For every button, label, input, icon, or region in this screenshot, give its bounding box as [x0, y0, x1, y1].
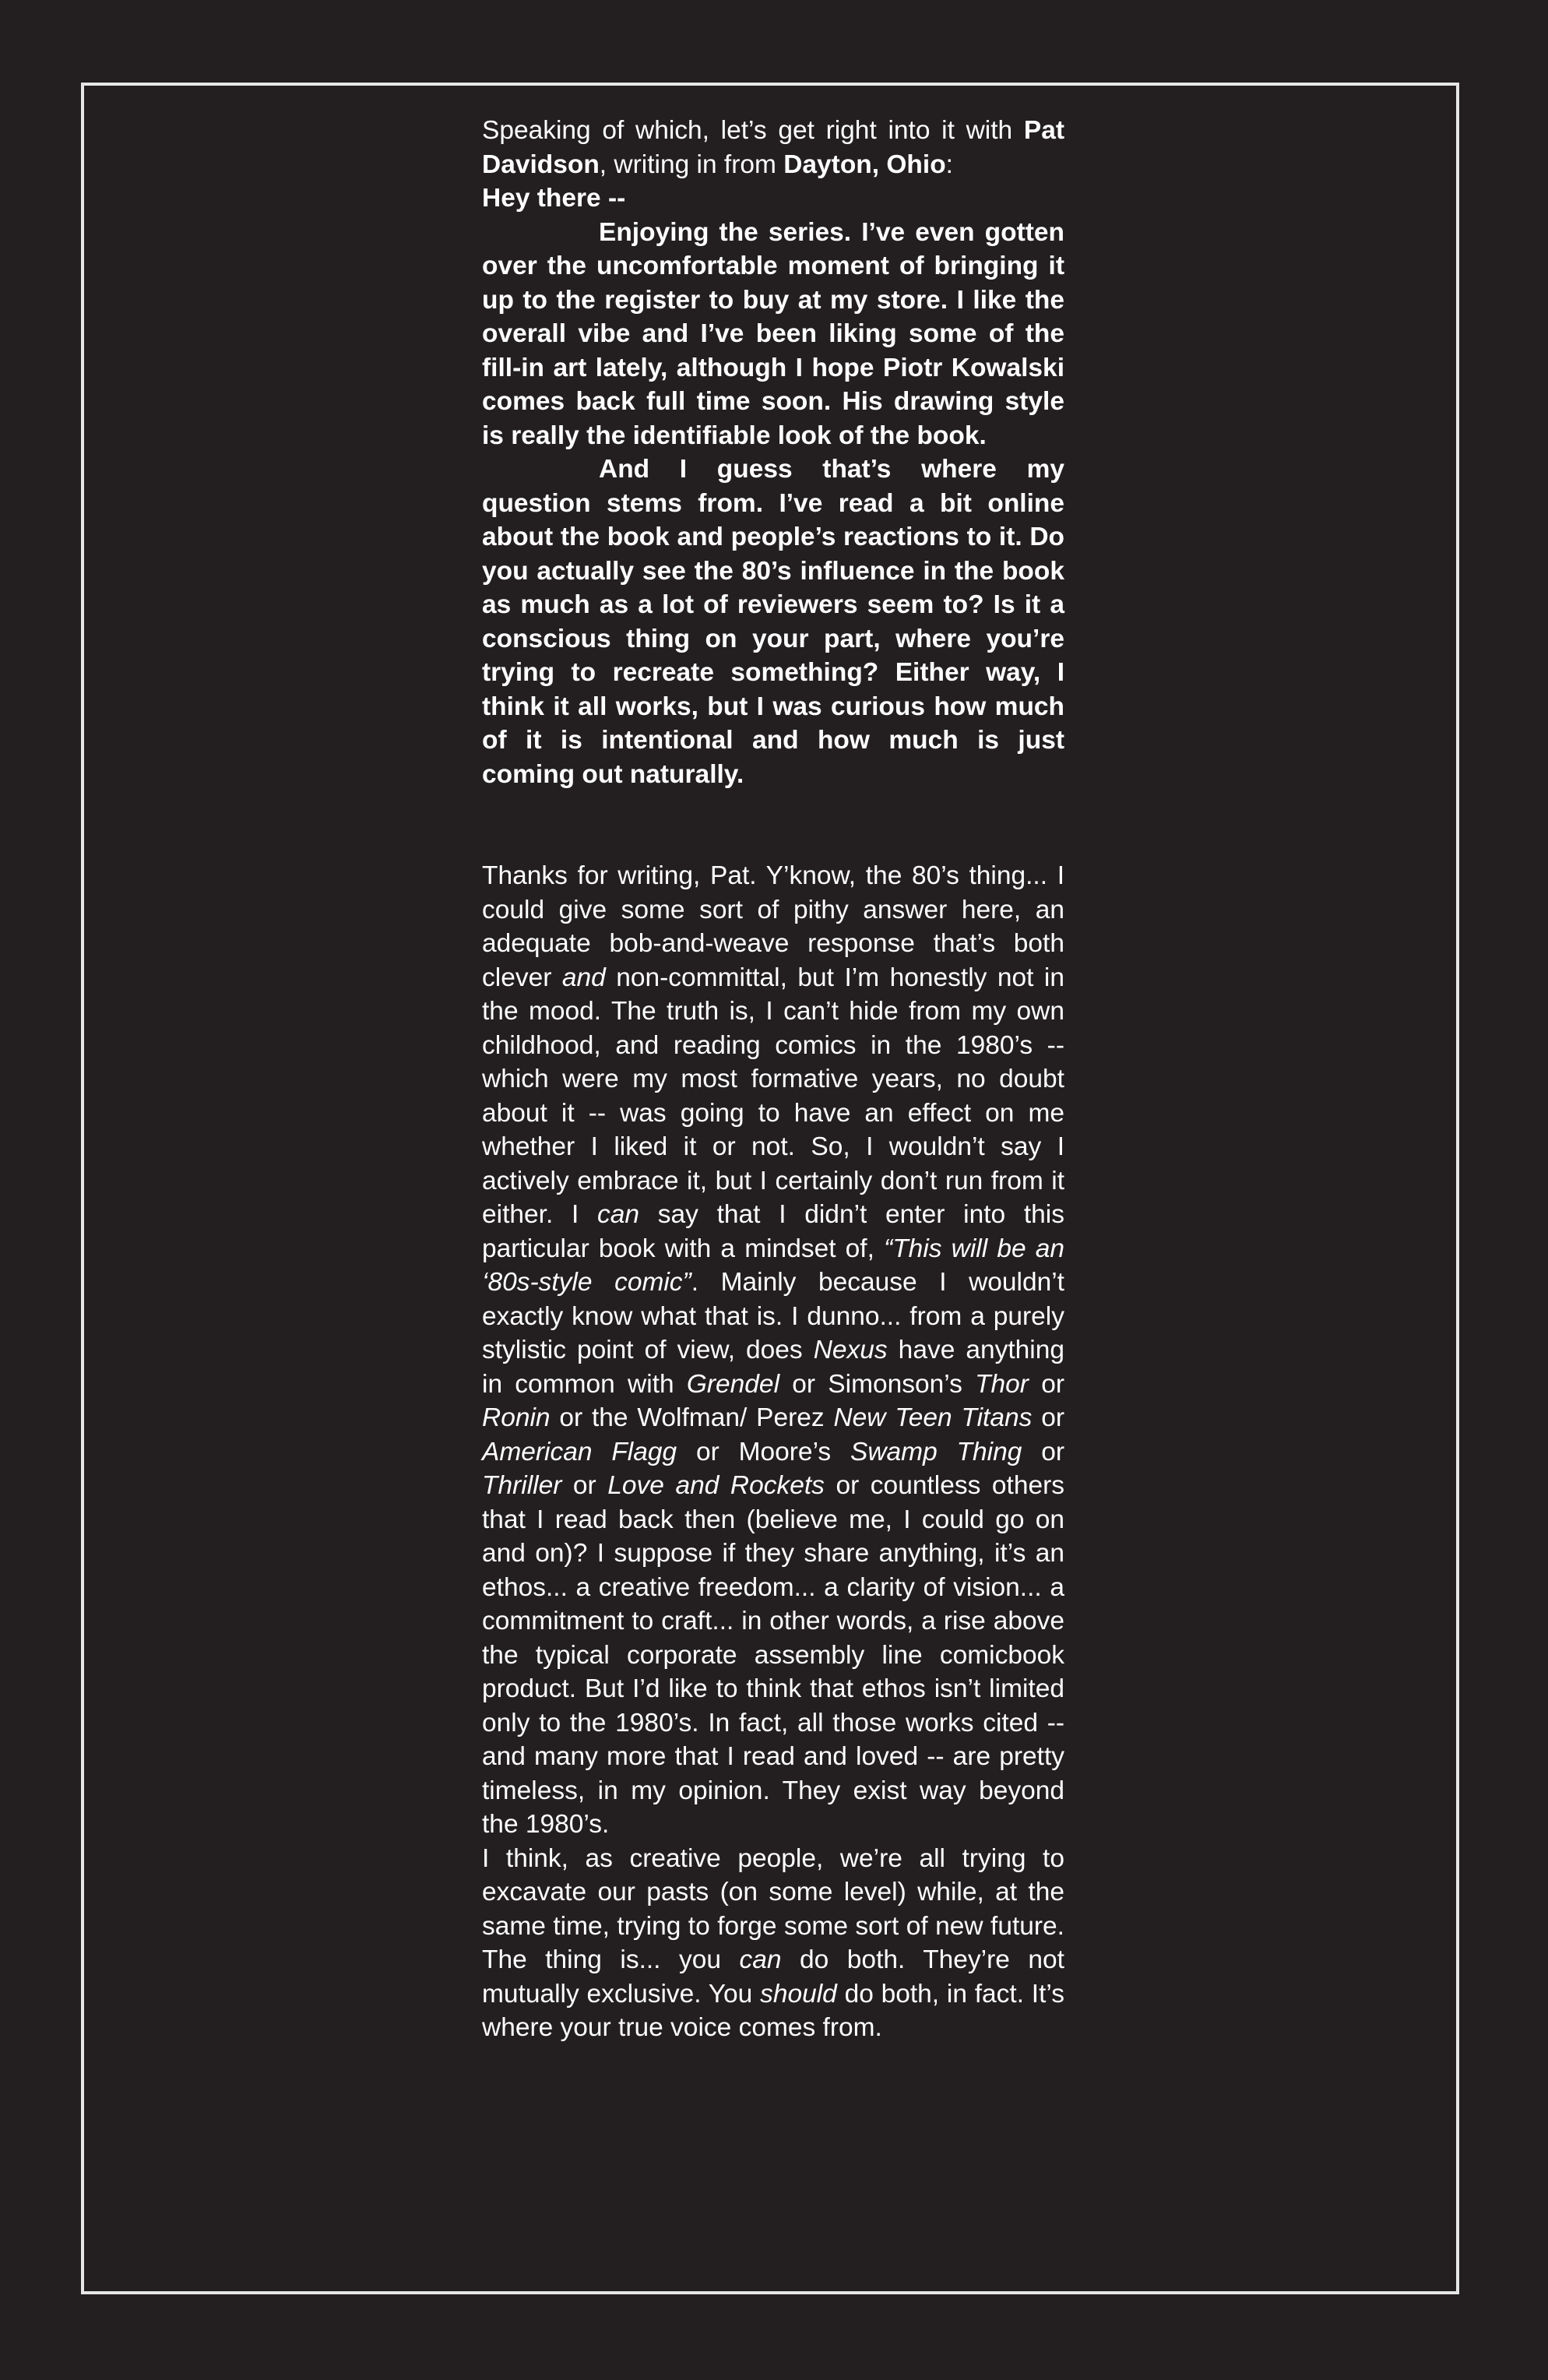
reply-text: non-committal, but I’m honestly not in the mood. The truth is, I can’t hide from my own childhood, and reading comics in the 1980’s -- which were my most formative years, no doubt about it -- was going to have an effect on me whether I liked it or not. So, I wouldn’t say I actively embrace it, but I certainly don’t run from it either. I: [482, 963, 1065, 1229]
reply-text: or the Wolfman/ Perez: [550, 1403, 834, 1432]
reader-letter: [482, 181, 1064, 791]
reply-text: Thanks for writing, Pat. Y’know, the 80’s thing... I could give some sort of pithy answer here, an adequate bob-and-weave response that’s both clever: [482, 861, 1064, 992]
letter-greeting: Hey there --: [482, 184, 626, 213]
editor-reply-paragraph: [482, 859, 1064, 1842]
letter-paragraph-1: Enjoying the series. I’ve even gotten over the uncomfortable moment of bringing it up to the register to buy at my store. I like the overall vibe and I’ve been liking some of the fill-in art lately, although I hope Piotr Kowalski comes back full time soon. His drawing style is really the identifiable look of the book.: [482, 217, 1064, 450]
reply-text: have anything in common with: [482, 1336, 1064, 1399]
reply-title: American Flagg: [482, 1437, 677, 1466]
reply-title: Thor: [975, 1369, 1029, 1399]
intro-text: , writing in from: [599, 150, 784, 179]
reply-text: or Moore’s: [677, 1437, 850, 1466]
reply-title: New Teen Titans: [833, 1403, 1033, 1432]
reply-title: Ronin: [482, 1403, 551, 1432]
closing-emphasis: should: [760, 1979, 837, 2009]
closing-text: do both. They’re not mutually exclusive. You: [482, 1945, 1064, 2009]
closing-text: I think, as creative people, we’re all trying to excavate our pasts (on some level) while, at the same time, trying to forge some sort of new future. The thing is... you: [482, 1843, 1064, 1974]
reply-text: or: [1032, 1403, 1064, 1432]
letters-column: [482, 114, 1064, 2045]
reply-text: say that I didn’t enter into this particular book with a mindset of,: [482, 1200, 1064, 1263]
reply-text: or: [1028, 1369, 1064, 1399]
letter-paragraph-2: And I guess that’s where my question stems from. I’ve read a bit online about the book and people’s reactions to it. Do you actually see the 80’s influence in the book as much as a lot of reviewers seem to? Is it a conscious thing on your part, where you’re trying to recreate something? Either way, I think it all works, but I was curious how much of it is intentional and how much is just coming out naturally.: [482, 455, 1064, 789]
reply-title: Swamp Thing: [850, 1437, 1022, 1466]
writer-location: Dayton, Ohio: [783, 150, 946, 179]
closing-emphasis: can: [739, 1945, 782, 1974]
reply-title: Nexus: [813, 1336, 888, 1364]
reply-text: . Mainly because I wouldn’t exactly know what that is. I dunno... from a purely stylistic point of view, does: [482, 1268, 1064, 1364]
reply-title: Thriller: [482, 1471, 562, 1500]
intro-text: :: [945, 150, 953, 179]
writer-name: Pat Davidson: [482, 116, 1064, 179]
reply-text: or Simonson’s: [779, 1369, 976, 1399]
reply-emphasis: can: [597, 1200, 640, 1229]
reply-emphasis: and: [561, 963, 606, 992]
intro-text: Speaking of which, let’s get right into it with: [482, 116, 1024, 145]
reply-title: Love and Rockets: [607, 1471, 825, 1500]
reply-title: Grendel: [686, 1369, 780, 1399]
editor-closing-paragraph: [482, 1842, 1064, 2045]
reply-text: or: [561, 1471, 608, 1500]
intro-paragraph: [482, 114, 1064, 181]
closing-text: do both, in fact. It’s where your true voice comes from.: [482, 1979, 1064, 2042]
reply-text: or countless others that I read back then (believe me, I could go on and on)? I suppose if they share anything, it’s an ethos... a creative freedom... a clarity of vision... a commitment to craft... in other words, a rise above the typical corporate assembly line comicbook product. But I’d like to think that ethos isn’t limited only to the 1980’s. In fact, all those works cited -- and many more that I read and loved -- are pretty timeless, in my opinion. They exist way beyond the 1980’s.: [482, 1471, 1064, 1839]
reply-quote: “This will be an ‘80s-style comic”: [482, 1234, 1064, 1297]
reply-text: or: [1022, 1437, 1064, 1466]
